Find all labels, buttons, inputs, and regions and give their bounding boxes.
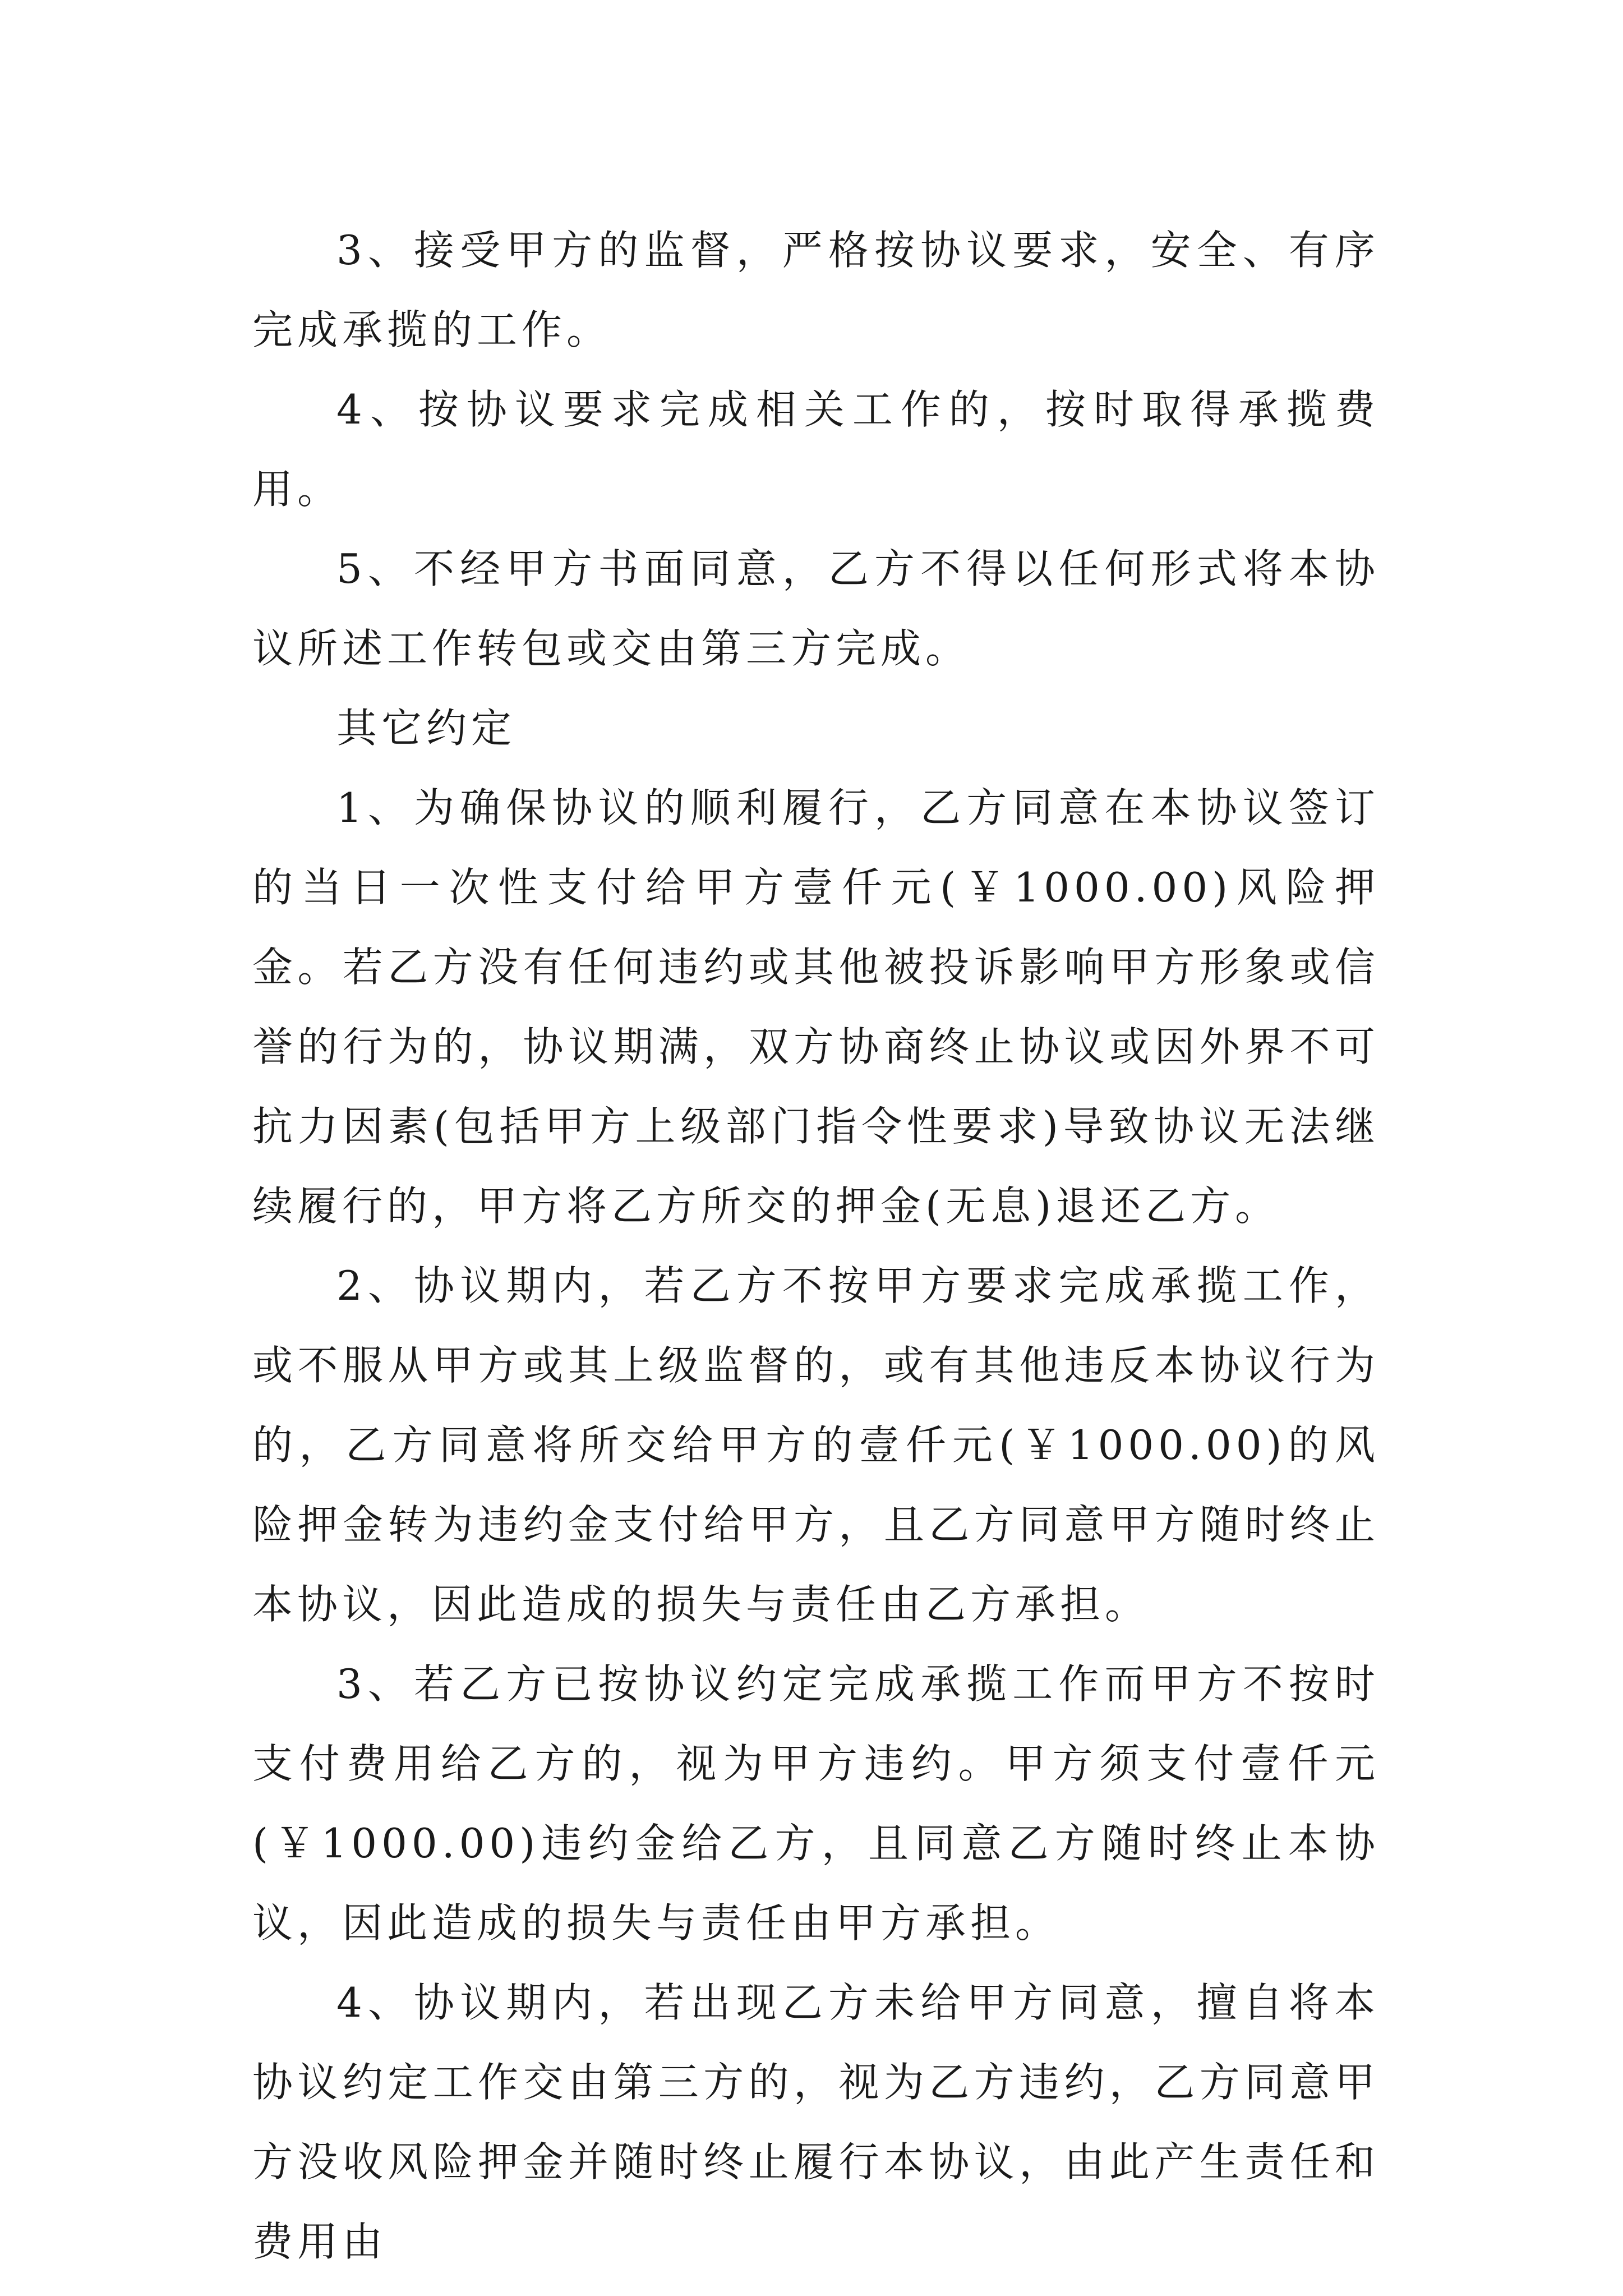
clause-4-obligation: 4、按协议要求完成相关工作的，按时取得承揽费用。 [252, 386, 1380, 513]
section-heading-other-terms: 其它约定 [336, 705, 517, 752]
clause-5-obligation: 5、不经甲方书面同意，乙方不得以任何形式将本协议所述工作转包或交由第三方完成。 [252, 545, 1380, 672]
other-term-3: 3、若乙方已按协议约定完成承揽工作而甲方不按时支付费用给乙方的，视为甲方违约。甲方须支付壹仟元(￥1000.00)违约金给乙方，且同意乙方随时终止本协议，因此造成的损失与责任由甲方承担。 [252, 1660, 1380, 1947]
other-term-1: 1、为确保协议的顺利履行，乙方同意在本协议签订的当日一次性支付给甲方壹仟元(￥1000.00)风险押金。若乙方没有任何违约或其他被投诉影响甲方形象或信誉的行为的，协议期满，双方协商终止协议或因外界不可抗力因素(包括甲方上级部门指令性要求)导致协议无法继续履行的，甲方将乙方所交的押金(无息)退还乙方。 [252, 784, 1380, 1230]
other-term-4: 4、协议期内，若出现乙方未给甲方同意，擅自将本协议约定工作交由第三方的，视为乙方违约，乙方同意甲方没收风险押金并随时终止履行本协议，由此产生责任和费用由 [252, 1979, 1380, 2265]
clause-3-obligation: 3、接受甲方的监督，严格按协议要求，安全、有序完成承揽的工作。 [252, 227, 1380, 353]
other-term-2: 2、协议期内，若乙方不按甲方要求完成承揽工作，或不服从甲方或其上级监督的，或有其他违反本协议行为的，乙方同意将所交给甲方的壹仟元(￥1000.00)的风险押金转为违约金支付给甲方，且乙方同意甲方随时终止本协议，因此造成的损失与责任由乙方承担。 [252, 1262, 1380, 1628]
document-body [252, 210, 1380, 2281]
